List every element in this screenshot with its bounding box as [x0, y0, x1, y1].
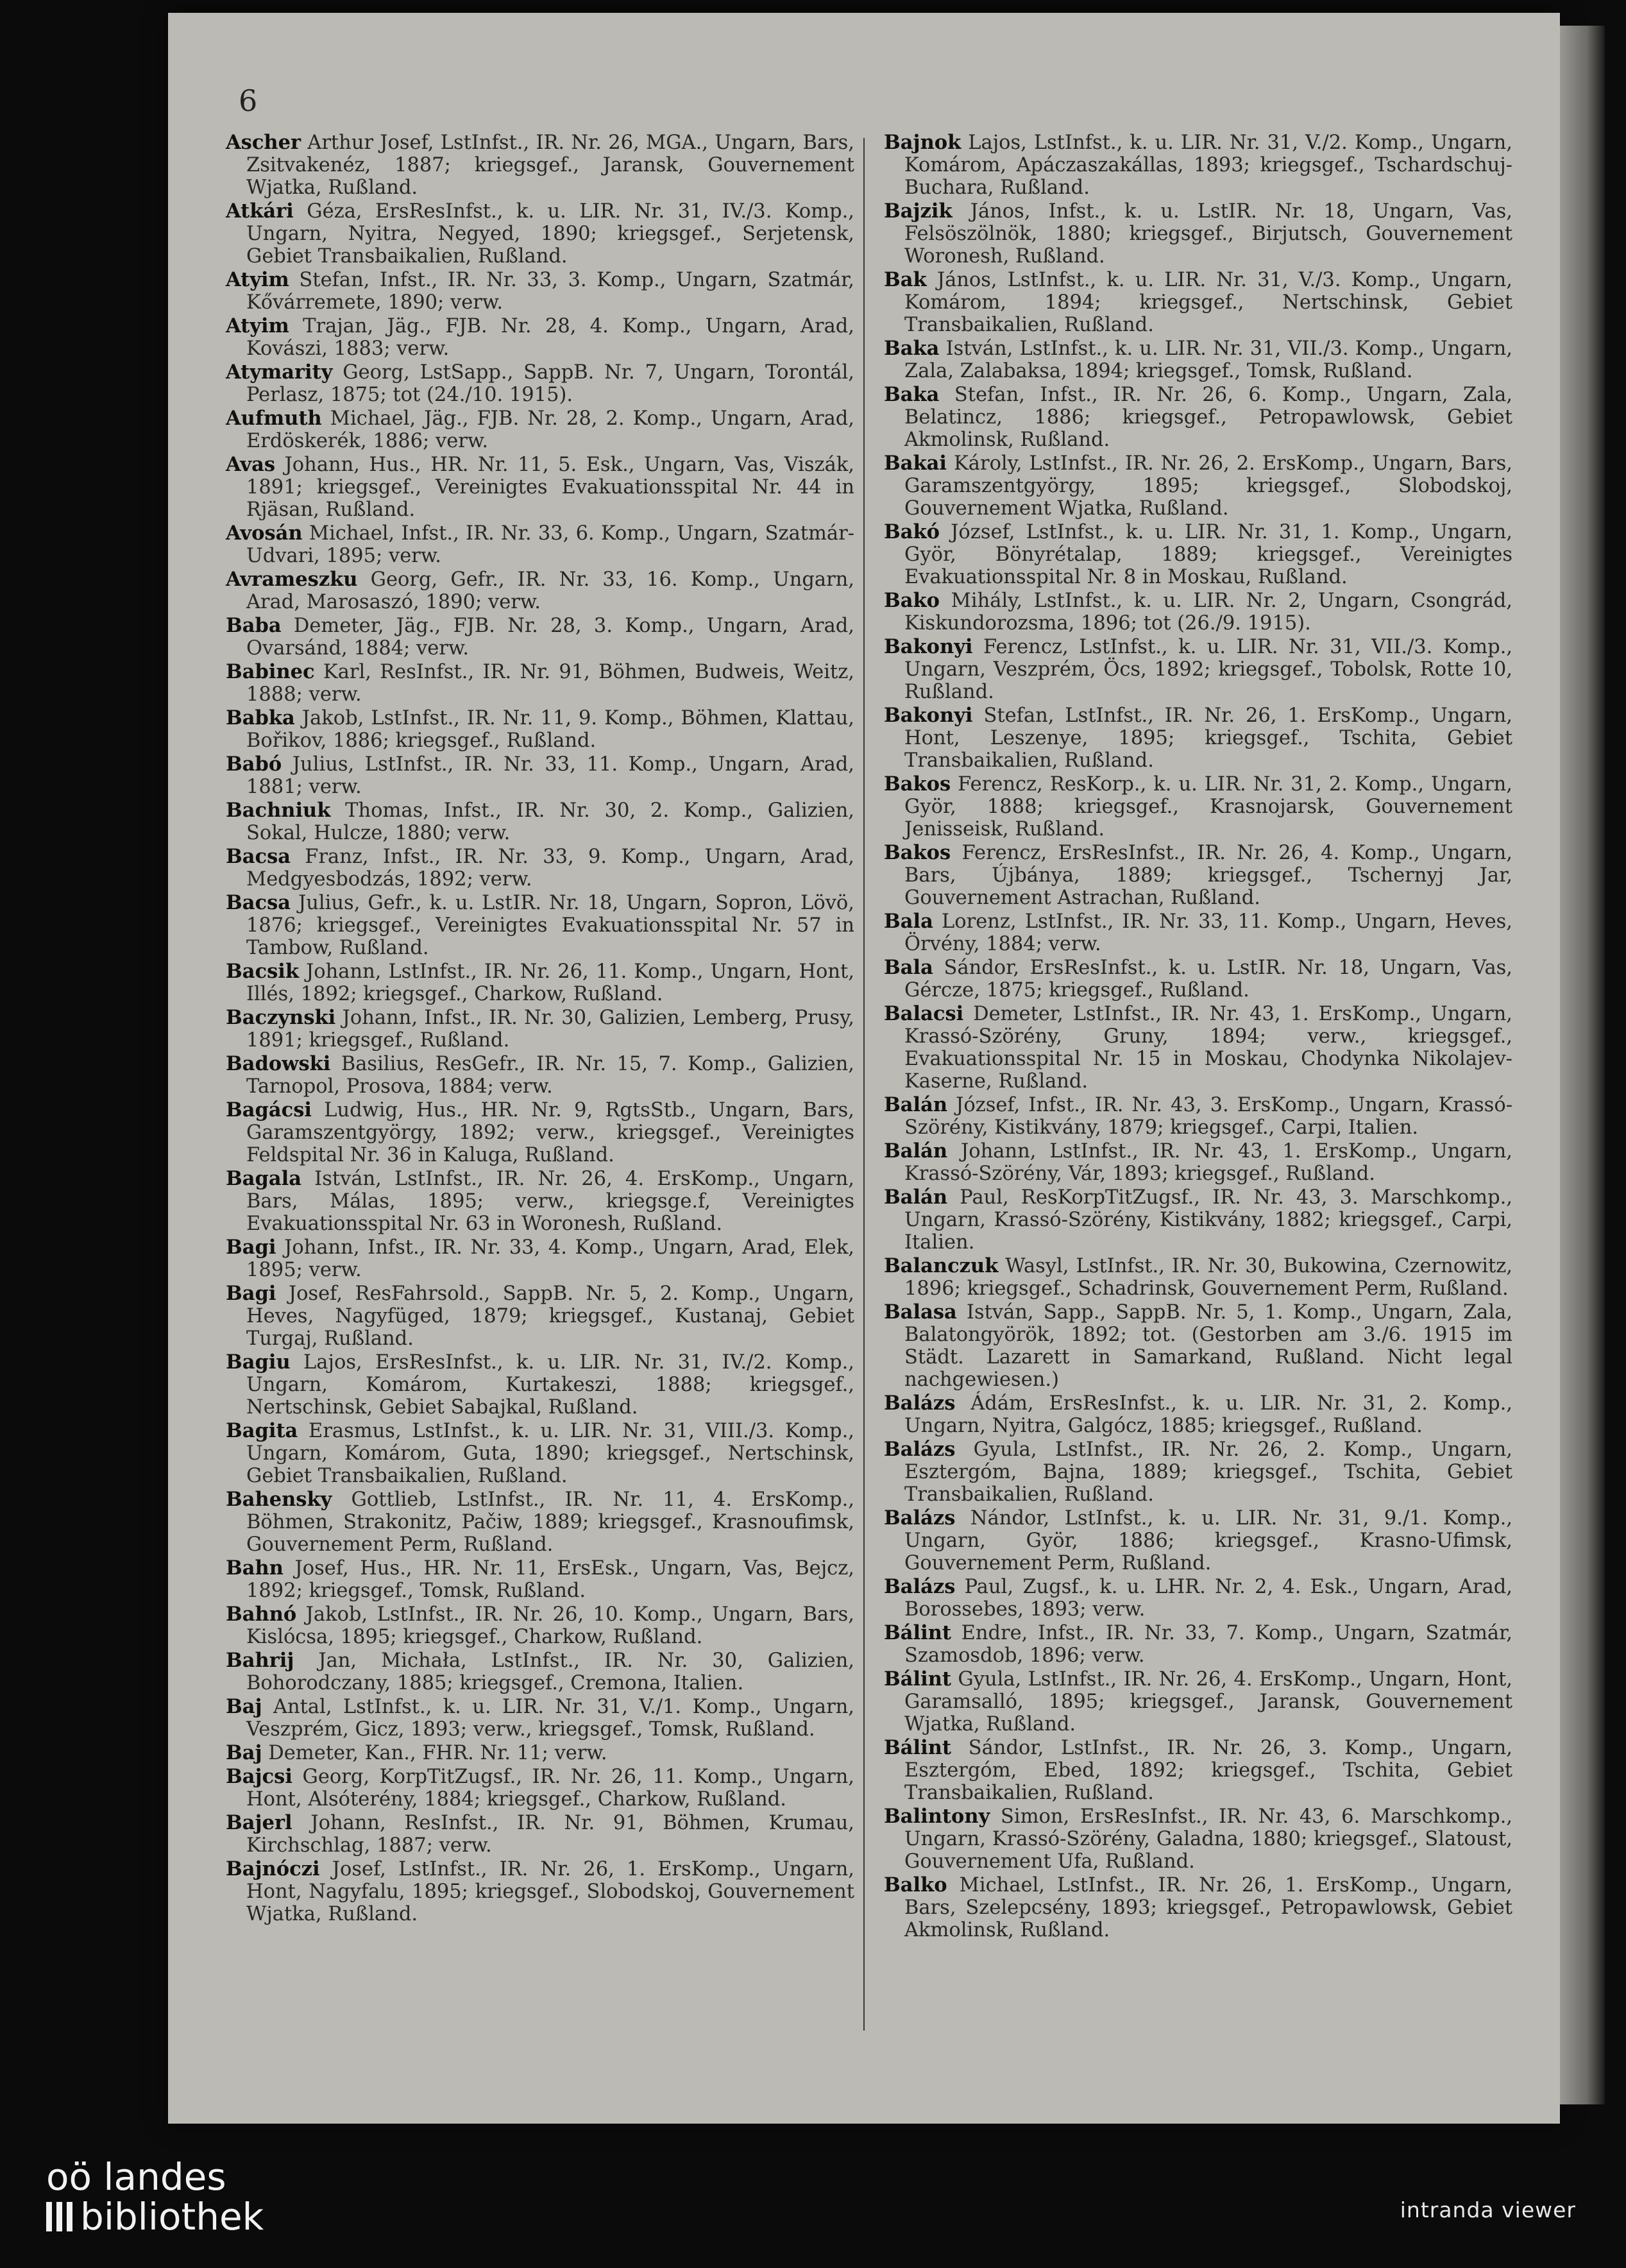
entry-details: Géza, ErsResInfst., k. u. LIR. Nr. 31, IV./3. Komp., Ungarn, Nyitra, Negyed, 1890; kriegsgef., Serjetensk, Gebiet Transbaikalien, Rußland. — [246, 200, 854, 268]
register-entry — [884, 1668, 1512, 1735]
register-entry — [226, 568, 854, 613]
register-entry — [226, 132, 854, 199]
register-entry — [226, 1053, 854, 1098]
entry-surname: Bahensky — [226, 1488, 332, 1511]
entry-details: Károly, LstInfst., IR. Nr. 26, 2. ErsKomp., Ungarn, Bars, Garamszentgyörgy, 1895; kriegsgef., Slobodskoj, Gouvernement Wjatka, Rußland. — [904, 452, 1512, 520]
entry-surname: Bakos — [884, 841, 951, 864]
entry-surname: Bako — [884, 589, 940, 612]
register-entry — [884, 1737, 1512, 1804]
register-entry — [884, 1094, 1512, 1139]
entry-details: Lorenz, LstInfst., IR. Nr. 33, 11. Komp., Ungarn, Heves, Örvény, 1884; verw. — [904, 910, 1512, 955]
entry-surname: Bagi — [226, 1282, 276, 1305]
register-entry — [884, 1576, 1512, 1621]
entry-surname: Babó — [226, 753, 282, 776]
entry-details: Georg, LstSapp., SappB. Nr. 7, Ungarn, Torontál, Perlasz, 1875; tot (24./10. 1915). — [246, 361, 854, 406]
entry-details: Nándor, LstInfst., k. u. LIR. Nr. 31, 9./1. Komp., Ungarn, Györ, 1886; kriegsgef., Krasno-Ufimsk, Gouvernement Perm, Rußland. — [904, 1507, 1512, 1574]
entry-details: Georg, KorpTitZugsf., IR. Nr. 26, 11. Komp., Ungarn, Hont, Alsóterény, 1884; kriegsgef., Charkow, Rußland. — [246, 1766, 854, 1811]
entry-details: Demeter, Kan., FHR. Nr. 11; verw. — [262, 1742, 607, 1764]
entry-surname: Baba — [226, 614, 282, 637]
column-divider — [863, 138, 865, 2031]
next-page-edge — [1560, 26, 1605, 2104]
entry-surname: Bagiu — [226, 1351, 291, 1374]
register-entry — [226, 1351, 854, 1419]
register-entry — [884, 773, 1512, 840]
entry-surname: Balázs — [884, 1506, 956, 1530]
entry-details: Basilius, ResGefr., IR. Nr. 15, 7. Komp., Galizien, Tarnopol, Prosova, 1884; verw. — [246, 1053, 854, 1098]
logo-line-1: oö landes — [46, 2155, 226, 2199]
register-entry — [226, 1420, 854, 1487]
entry-surname: Ascher — [226, 131, 301, 154]
entry-surname: Babinec — [226, 660, 315, 683]
entry-details: Jakob, LstInfst., IR. Nr. 11, 9. Komp., Böhmen, Klattau, Bořikov, 1886; kriegsgef., Rußland. — [246, 707, 854, 752]
logo-line-2-wrap — [46, 2197, 264, 2237]
entry-surname: Bacsa — [226, 845, 291, 868]
register-entry — [226, 846, 854, 891]
entry-details: István, LstInfst., k. u. LIR. Nr. 31, VII./3. Komp., Ungarn, Zala, Zalabaksa, 1894; kriegsgef., Tomsk, Rußland. — [904, 337, 1512, 382]
left-column — [226, 132, 854, 1927]
entry-details: István, Sapp., SappB. Nr. 5, 1. Komp., Ungarn, Zala, Balatongyörök, 1892; tot. (Gestorben am 3./6. 1915 im Städt. Lazarett in Samarkand, Rußland. Nicht legal nachgewiesen.) — [904, 1301, 1512, 1391]
logo-bars-icon — [46, 2202, 72, 2231]
register-entry — [226, 960, 854, 1005]
entry-details: Lajos, LstInfst., k. u. LIR. Nr. 31, V./2. Komp., Ungarn, Komárom, Apáczaszakállas, 1893; kriegsgef., Tschardschuj-Buchara, Rußland. — [904, 132, 1512, 199]
entry-details: Mihály, LstInfst., k. u. LIR. Nr. 2, Ungarn, Csongrád, Kiskundorozsma, 1896; tot (26./9. 1915). — [904, 590, 1512, 635]
entry-details: Gyula, LstInfst., IR. Nr. 26, 2. Komp., Ungarn, Esztergóm, Bajna, 1889; kriegsgef., Tschita, Gebiet Transbaikalien, Rußland. — [904, 1438, 1512, 1506]
entry-surname: Bakai — [884, 452, 947, 475]
entry-surname: Bahnó — [226, 1603, 297, 1626]
entry-surname: Bajnóczi — [226, 1857, 320, 1880]
entry-details: Wasyl, LstInfst., IR. Nr. 30, Bukowina, Czernowitz, 1896; kriegsgef., Schadrinsk, Gouvernement Perm, Rußland. — [904, 1255, 1512, 1300]
entry-details: Sándor, LstInfst., IR. Nr. 26, 3. Komp., Ungarn, Esztergóm, Ebed, 1892; kriegsgef., Tschita, Gebiet Transbaikalien, Rußland. — [904, 1737, 1512, 1804]
entry-details: Johann, LstInfst., IR. Nr. 26, 11. Komp., Ungarn, Hont, Illés, 1892; kriegsgef., Charkow, Rußland. — [246, 960, 854, 1005]
entry-details: Michael, Infst., IR. Nr. 33, 6. Komp., Ungarn, Szatmár-Udvari, 1895; verw. — [246, 522, 854, 567]
register-entry — [226, 1812, 854, 1857]
entry-details: Lajos, ErsResInfst., k. u. LIR. Nr. 31, IV./2. Komp., Ungarn, Komárom, Kurtakeszi, 1888; kriegsgef., Nertschinsk, Gebiet Sabajkal, Rußland. — [246, 1351, 854, 1419]
entry-details: Ferencz, ErsResInfst., IR. Nr. 26, 4. Komp., Ungarn, Bars, Újbánya, 1889; kriegsgef., Tschernyj Jar, Gouvernement Astrachan, Rußland. — [904, 842, 1512, 909]
entry-surname: Bajnok — [884, 131, 961, 154]
entry-surname: Balázs — [884, 1392, 956, 1415]
entry-surname: Balázs — [884, 1575, 956, 1598]
entry-surname: Bajcsi — [226, 1765, 292, 1788]
entry-surname: Bacsa — [226, 891, 291, 914]
entry-surname: Bala — [884, 910, 933, 933]
entry-surname: Bak — [884, 268, 927, 291]
entry-surname: Bakonyi — [884, 635, 973, 658]
entry-details: Antal, LstInfst., k. u. LIR. Nr. 31, V./1. Komp., Ungarn, Veszprém, Gicz, 1893; verw., kriegsgef., Tomsk, Rußland. — [246, 1696, 854, 1741]
register-entry — [884, 1805, 1512, 1873]
entry-surname: Balko — [884, 1873, 947, 1897]
register-entry — [884, 590, 1512, 635]
entry-details: Michael, LstInfst., IR. Nr. 26, 1. ErsKomp., Ungarn, Bars, Szelepcsény, 1893; kriegsgef., Petropawlowsk, Gebiet Akmolinsk, Rußland. — [904, 1874, 1512, 1941]
entry-surname: Atkári — [226, 200, 294, 223]
entry-details: Johann, Infst., IR. Nr. 33, 4. Komp., Ungarn, Arad, Elek, 1895; verw. — [246, 1236, 854, 1281]
register-entry — [226, 200, 854, 268]
register-entry — [226, 1557, 854, 1602]
entry-surname: Bajerl — [226, 1811, 292, 1834]
register-entry — [884, 1003, 1512, 1093]
entry-details: Johann, Hus., HR. Nr. 11, 5. Esk., Ungarn, Vas, Viszák, 1891; kriegsgef., Vereinigtes Evakuationsspital Nr. 44 in Rjäsan, Rußland. — [246, 454, 854, 521]
register-entry — [226, 615, 854, 660]
entry-details: Stefan, Infst., IR. Nr. 26, 6. Komp., Ungarn, Zala, Belatincz, 1886; kriegsgef., Petropawlowsk, Gebiet Akmolinsk, Rußland. — [904, 384, 1512, 451]
entry-surname: Bagácsi — [226, 1098, 312, 1121]
entry-surname: Bakó — [884, 520, 940, 543]
register-entry — [226, 1650, 854, 1694]
entry-details: Jan, Michała, LstInfst., IR. Nr. 30, Galizien, Bohorodczany, 1885; kriegsgef., Cremona, Italien. — [246, 1650, 854, 1694]
entry-details: Franz, Infst., IR. Nr. 33, 9. Komp., Ungarn, Arad, Medgyesbodzás, 1892; verw. — [246, 846, 854, 891]
entry-surname: Bálint — [884, 1736, 951, 1759]
entry-details: Gyula, LstInfst., IR. Nr. 26, 4. ErsKomp., Ungarn, Hont, Garamsalló, 1895; kriegsgef., Jaransk, Gouvernement Wjatka, Rußland. — [904, 1668, 1512, 1735]
entry-surname: Bagi — [226, 1236, 276, 1259]
entry-surname: Baczynski — [226, 1006, 336, 1029]
register-entry — [884, 1255, 1512, 1300]
register-entry — [884, 200, 1512, 268]
register-entry — [226, 1603, 854, 1648]
entry-surname: Avas — [226, 453, 276, 476]
entry-details: József, LstInfst., k. u. LIR. Nr. 31, 1. Komp., Ungarn, Györ, Bönyrétalap, 1889; kriegsgef., Vereinigtes Evakuationsspital Nr. 8 in Moskau, Rußland. — [904, 521, 1512, 588]
entry-surname: Bahrij — [226, 1649, 294, 1672]
entry-details: Josef, Hus., HR. Nr. 11, ErsEsk., Ungarn, Vas, Bejcz, 1892; kriegsgef., Tomsk, Rußland. — [246, 1557, 854, 1602]
entry-details: István, LstInfst., IR. Nr. 26, 4. ErsKomp., Ungarn, Bars, Málas, 1895; verw., kriegsge.f, Vereinigtes Evakuationsspital Nr. 63 in Woronesh, Rußland. — [246, 1168, 854, 1235]
entry-surname: Bacsik — [226, 960, 300, 983]
entry-details: Johann, LstInfst., IR. Nr. 43, 1. ErsKomp., Ungarn, Krassó-Szörény, Vár, 1893; kriegsgef., Rußland. — [904, 1140, 1512, 1185]
register-entry — [226, 707, 854, 752]
entry-surname: Bálint — [884, 1621, 951, 1644]
register-entry — [226, 1766, 854, 1811]
entry-details: Ferencz, LstInfst., k. u. LIR. Nr. 31, VII./3. Komp., Ungarn, Veszprém, Öcs, 1892; kriegsgef., Tobolsk, Rotte 10, Rußland. — [904, 636, 1512, 703]
entry-surname: Bachniuk — [226, 799, 331, 822]
register-entry — [226, 892, 854, 959]
entry-surname: Baka — [884, 337, 940, 360]
entry-details: Stefan, LstInfst., IR. Nr. 26, 1. ErsKomp., Ungarn, Hont, Leszenye, 1895; kriegsgef., Tschita, Gebiet Transbaikalien, Rußland. — [904, 704, 1512, 772]
register-entry — [884, 384, 1512, 451]
register-entry — [884, 1140, 1512, 1185]
register-entry — [884, 636, 1512, 703]
entry-surname: Atyim — [226, 268, 289, 291]
entry-surname: Balanczuk — [884, 1254, 999, 1277]
register-entry — [226, 454, 854, 521]
viewer-brand-label[interactable]: intranda viewer — [1400, 2197, 1576, 2222]
entry-surname: Atymarity — [226, 361, 333, 384]
register-entry — [226, 799, 854, 844]
register-entry — [884, 704, 1512, 772]
entry-details: Ludwig, Hus., HR. Nr. 9, RgtsStb., Ungarn, Bars, Garamszentgyörgy, 1892; verw., kriegsgef., Vereinigtes Feldspital Nr. 36 in Kaluga, Rußland. — [246, 1099, 854, 1166]
register-entry — [884, 1392, 1512, 1437]
entry-surname: Balázs — [884, 1438, 956, 1461]
register-entry — [884, 957, 1512, 1002]
register-entry — [226, 1283, 854, 1350]
entry-details: Ádám, ErsResInfst., k. u. LIR. Nr. 31, 2. Komp., Ungarn, Nyitra, Galgócz, 1885; kriegsgef., Rußland. — [904, 1392, 1512, 1437]
entry-surname: Babka — [226, 706, 295, 729]
entry-surname: Badowski — [226, 1052, 331, 1075]
entry-surname: Balacsi — [884, 1002, 964, 1025]
entry-surname: Balán — [884, 1139, 948, 1163]
register-entry — [884, 910, 1512, 955]
entry-details: Josef, LstInfst., IR. Nr. 26, 1. ErsKomp., Ungarn, Hont, Nagyfalu, 1895; kriegsgef., Slobodskoj, Gouvernement Wjatka, Rußland. — [246, 1858, 854, 1925]
entry-details: Paul, Zugsf., k. u. LHR. Nr. 2, 4. Esk., Ungarn, Arad, Borossebes, 1893; verw. — [904, 1576, 1512, 1621]
register-entry — [884, 521, 1512, 588]
register-entry — [226, 407, 854, 452]
register-entry — [226, 1858, 854, 1925]
entry-surname: Bajzik — [884, 200, 953, 223]
register-entry — [884, 269, 1512, 336]
logo-line-2: bibliothek — [80, 2195, 264, 2238]
entry-details: Paul, ResKorpTitZugsf., IR. Nr. 43, 3. Marschkomp., Ungarn, Krassó-Szörény, Kistikvány, 1882; kriegsgef., Carpi, Italien. — [904, 1186, 1512, 1254]
entry-surname: Baj — [226, 1741, 262, 1764]
entry-surname: Bakos — [884, 772, 951, 796]
entry-surname: Baj — [226, 1695, 262, 1718]
entry-details: Jakob, LstInfst., IR. Nr. 26, 10. Komp., Ungarn, Bars, Kislócsa, 1895; kriegsgef., Charkow, Rußland. — [246, 1603, 854, 1648]
entry-details: Arthur Josef, LstInfst., IR. Nr. 26, MGA., Ungarn, Bars, Zsitvakenéz, 1887; kriegsgef., Jaransk, Gouvernement Wjatka, Rußland. — [246, 132, 854, 199]
entry-details: Johann, Infst., IR. Nr. 30, Galizien, Lemberg, Prusy, 1891; kriegsgef., Rußland. — [246, 1007, 854, 1052]
entry-surname: Aufmuth — [226, 407, 322, 430]
entry-details: Demeter, Jäg., FJB. Nr. 28, 3. Komp., Ungarn, Arad, Ovarsánd, 1884; verw. — [246, 615, 854, 660]
entry-details: Julius, LstInfst., IR. Nr. 33, 11. Komp., Ungarn, Arad, 1881; verw. — [246, 753, 854, 798]
entry-surname: Bagita — [226, 1419, 298, 1442]
register-entry — [884, 132, 1512, 199]
register-entry — [226, 1168, 854, 1235]
register-entry — [884, 337, 1512, 382]
register-entry — [884, 452, 1512, 520]
register-entry — [884, 1438, 1512, 1506]
entry-details: Julius, Gefr., k. u. LstIR. Nr. 18, Ungarn, Sopron, Lövö, 1876; kriegsgef., Vereinigtes Evakuationsspital Nr. 57 in Tambow, Rußland. — [246, 892, 854, 959]
register-entry — [226, 522, 854, 567]
register-entry — [226, 269, 854, 314]
entry-surname: Bálint — [884, 1667, 951, 1691]
entry-details: Trajan, Jäg., FJB. Nr. 28, 4. Komp., Ungarn, Arad, Kovászi, 1883; verw. — [246, 315, 854, 360]
entry-surname: Balán — [884, 1093, 948, 1116]
entry-details: József, Infst., IR. Nr. 43, 3. ErsKomp., Ungarn, Krassó-Szörény, Kistikvány, 1879; kriegsgef., Carpi, Italien. — [904, 1094, 1512, 1139]
entry-surname: Bala — [884, 956, 933, 979]
entry-details: Michael, Jäg., FJB. Nr. 28, 2. Komp., Ungarn, Arad, Erdöskerék, 1886; verw. — [246, 407, 854, 452]
register-entry — [884, 1507, 1512, 1574]
register-entry — [884, 1874, 1512, 1941]
register-entry — [226, 1007, 854, 1052]
register-entry — [884, 1186, 1512, 1254]
register-entry — [226, 1696, 854, 1741]
entry-surname: Bahn — [226, 1556, 284, 1580]
entry-details: Sándor, ErsResInfst., k. u. LstIR. Nr. 18, Ungarn, Vas, Gércze, 1875; kriegsgef., Rußland. — [904, 957, 1512, 1002]
entry-surname: Bagala — [226, 1167, 301, 1190]
entry-details: Thomas, Infst., IR. Nr. 30, 2. Komp., Galizien, Sokal, Hulcze, 1880; verw. — [246, 799, 854, 844]
register-entry — [226, 1236, 854, 1281]
entry-surname: Atyim — [226, 314, 289, 337]
entry-details: Karl, ResInfst., IR. Nr. 91, Böhmen, Budweis, Weitz, 1888; verw. — [246, 661, 854, 706]
entry-details: Erasmus, LstInfst., k. u. LIR. Nr. 31, VIII./3. Komp., Ungarn, Komárom, Guta, 1890; kriegsgef., Nertschinsk, Gebiet Transbaikalien, Rußland. — [246, 1420, 854, 1487]
entry-details: Simon, ErsResInfst., IR. Nr. 43, 6. Marschkomp., Ungarn, Krassó-Szörény, Galadna, 1880; kriegsgef., Slatoust, Gouvernement Ufa, Rußland. — [904, 1805, 1512, 1873]
register-entry — [226, 753, 854, 798]
entry-details: Gottlieb, LstInfst., IR. Nr. 11, 4. ErsKomp., Böhmen, Strakonitz, Pačiw, 1889; kriegsgef., Krasnoufimsk, Gouvernement Perm, Rußland. — [246, 1488, 854, 1556]
entry-surname: Avrameszku — [226, 568, 358, 591]
register-entry — [226, 315, 854, 360]
register-entry — [226, 361, 854, 406]
entry-surname: Baka — [884, 383, 940, 406]
register-entry — [226, 1742, 854, 1764]
register-entry — [884, 842, 1512, 909]
page-number: 6 — [239, 83, 258, 118]
entry-details: Johann, ResInfst., IR. Nr. 91, Böhmen, Krumau, Kirchschlag, 1887; verw. — [246, 1812, 854, 1857]
library-logo[interactable] — [46, 2157, 264, 2237]
entry-surname: Balintony — [884, 1805, 990, 1828]
entry-details: Josef, ResFahrsold., SappB. Nr. 5, 2. Komp., Ungarn, Heves, Nagyfüged, 1879; kriegsgef., Kustanaj, Gebiet Turgaj, Rußland. — [246, 1283, 854, 1350]
entry-details: Demeter, LstInfst., IR. Nr. 43, 1. ErsKomp., Ungarn, Krassó-Szörény, Gruny, 1894; verw., kriegsgef., Evakuationsspital Nr. 15 in Moskau, Chodynka Nikolajev-Kaserne, Rußland. — [904, 1003, 1512, 1093]
register-entry — [226, 1099, 854, 1166]
entry-details: Endre, Infst., IR. Nr. 33, 7. Komp., Ungarn, Szatmár, Szamosdob, 1896; verw. — [904, 1622, 1512, 1667]
register-entry — [226, 661, 854, 706]
register-entry — [884, 1301, 1512, 1391]
entry-details: Georg, Gefr., IR. Nr. 33, 16. Komp., Ungarn, Arad, Marosaszó, 1890; verw. — [246, 568, 854, 613]
entry-surname: Balán — [884, 1186, 948, 1209]
entry-details: János, Infst., k. u. LstIR. Nr. 18, Ungarn, Vas, Felsöszölnök, 1880; kriegsgef., Birjutsch, Gouvernement Woronesh, Rußland. — [904, 200, 1512, 268]
entry-details: Ferencz, ResKorp., k. u. LIR. Nr. 31, 2. Komp., Ungarn, Györ, 1888; kriegsgef., Krasnojarsk, Gouvernement Jenisseisk, Rußland. — [904, 773, 1512, 840]
right-column — [884, 132, 1512, 1943]
entry-surname: Avosán — [226, 522, 303, 545]
entry-details: János, LstInfst., k. u. LIR. Nr. 31, V./3. Komp., Ungarn, Komárom, 1894; kriegsgef., Nertschinsk, Gebiet Transbaikalien, Rußland. — [904, 269, 1512, 336]
register-entry — [226, 1488, 854, 1556]
entry-surname: Bakonyi — [884, 704, 973, 727]
register-entry — [884, 1622, 1512, 1667]
entry-details: Stefan, Infst., IR. Nr. 33, 3. Komp., Ungarn, Szatmár, Kővárremete, 1890; verw. — [246, 269, 854, 314]
entry-surname: Balasa — [884, 1300, 957, 1324]
